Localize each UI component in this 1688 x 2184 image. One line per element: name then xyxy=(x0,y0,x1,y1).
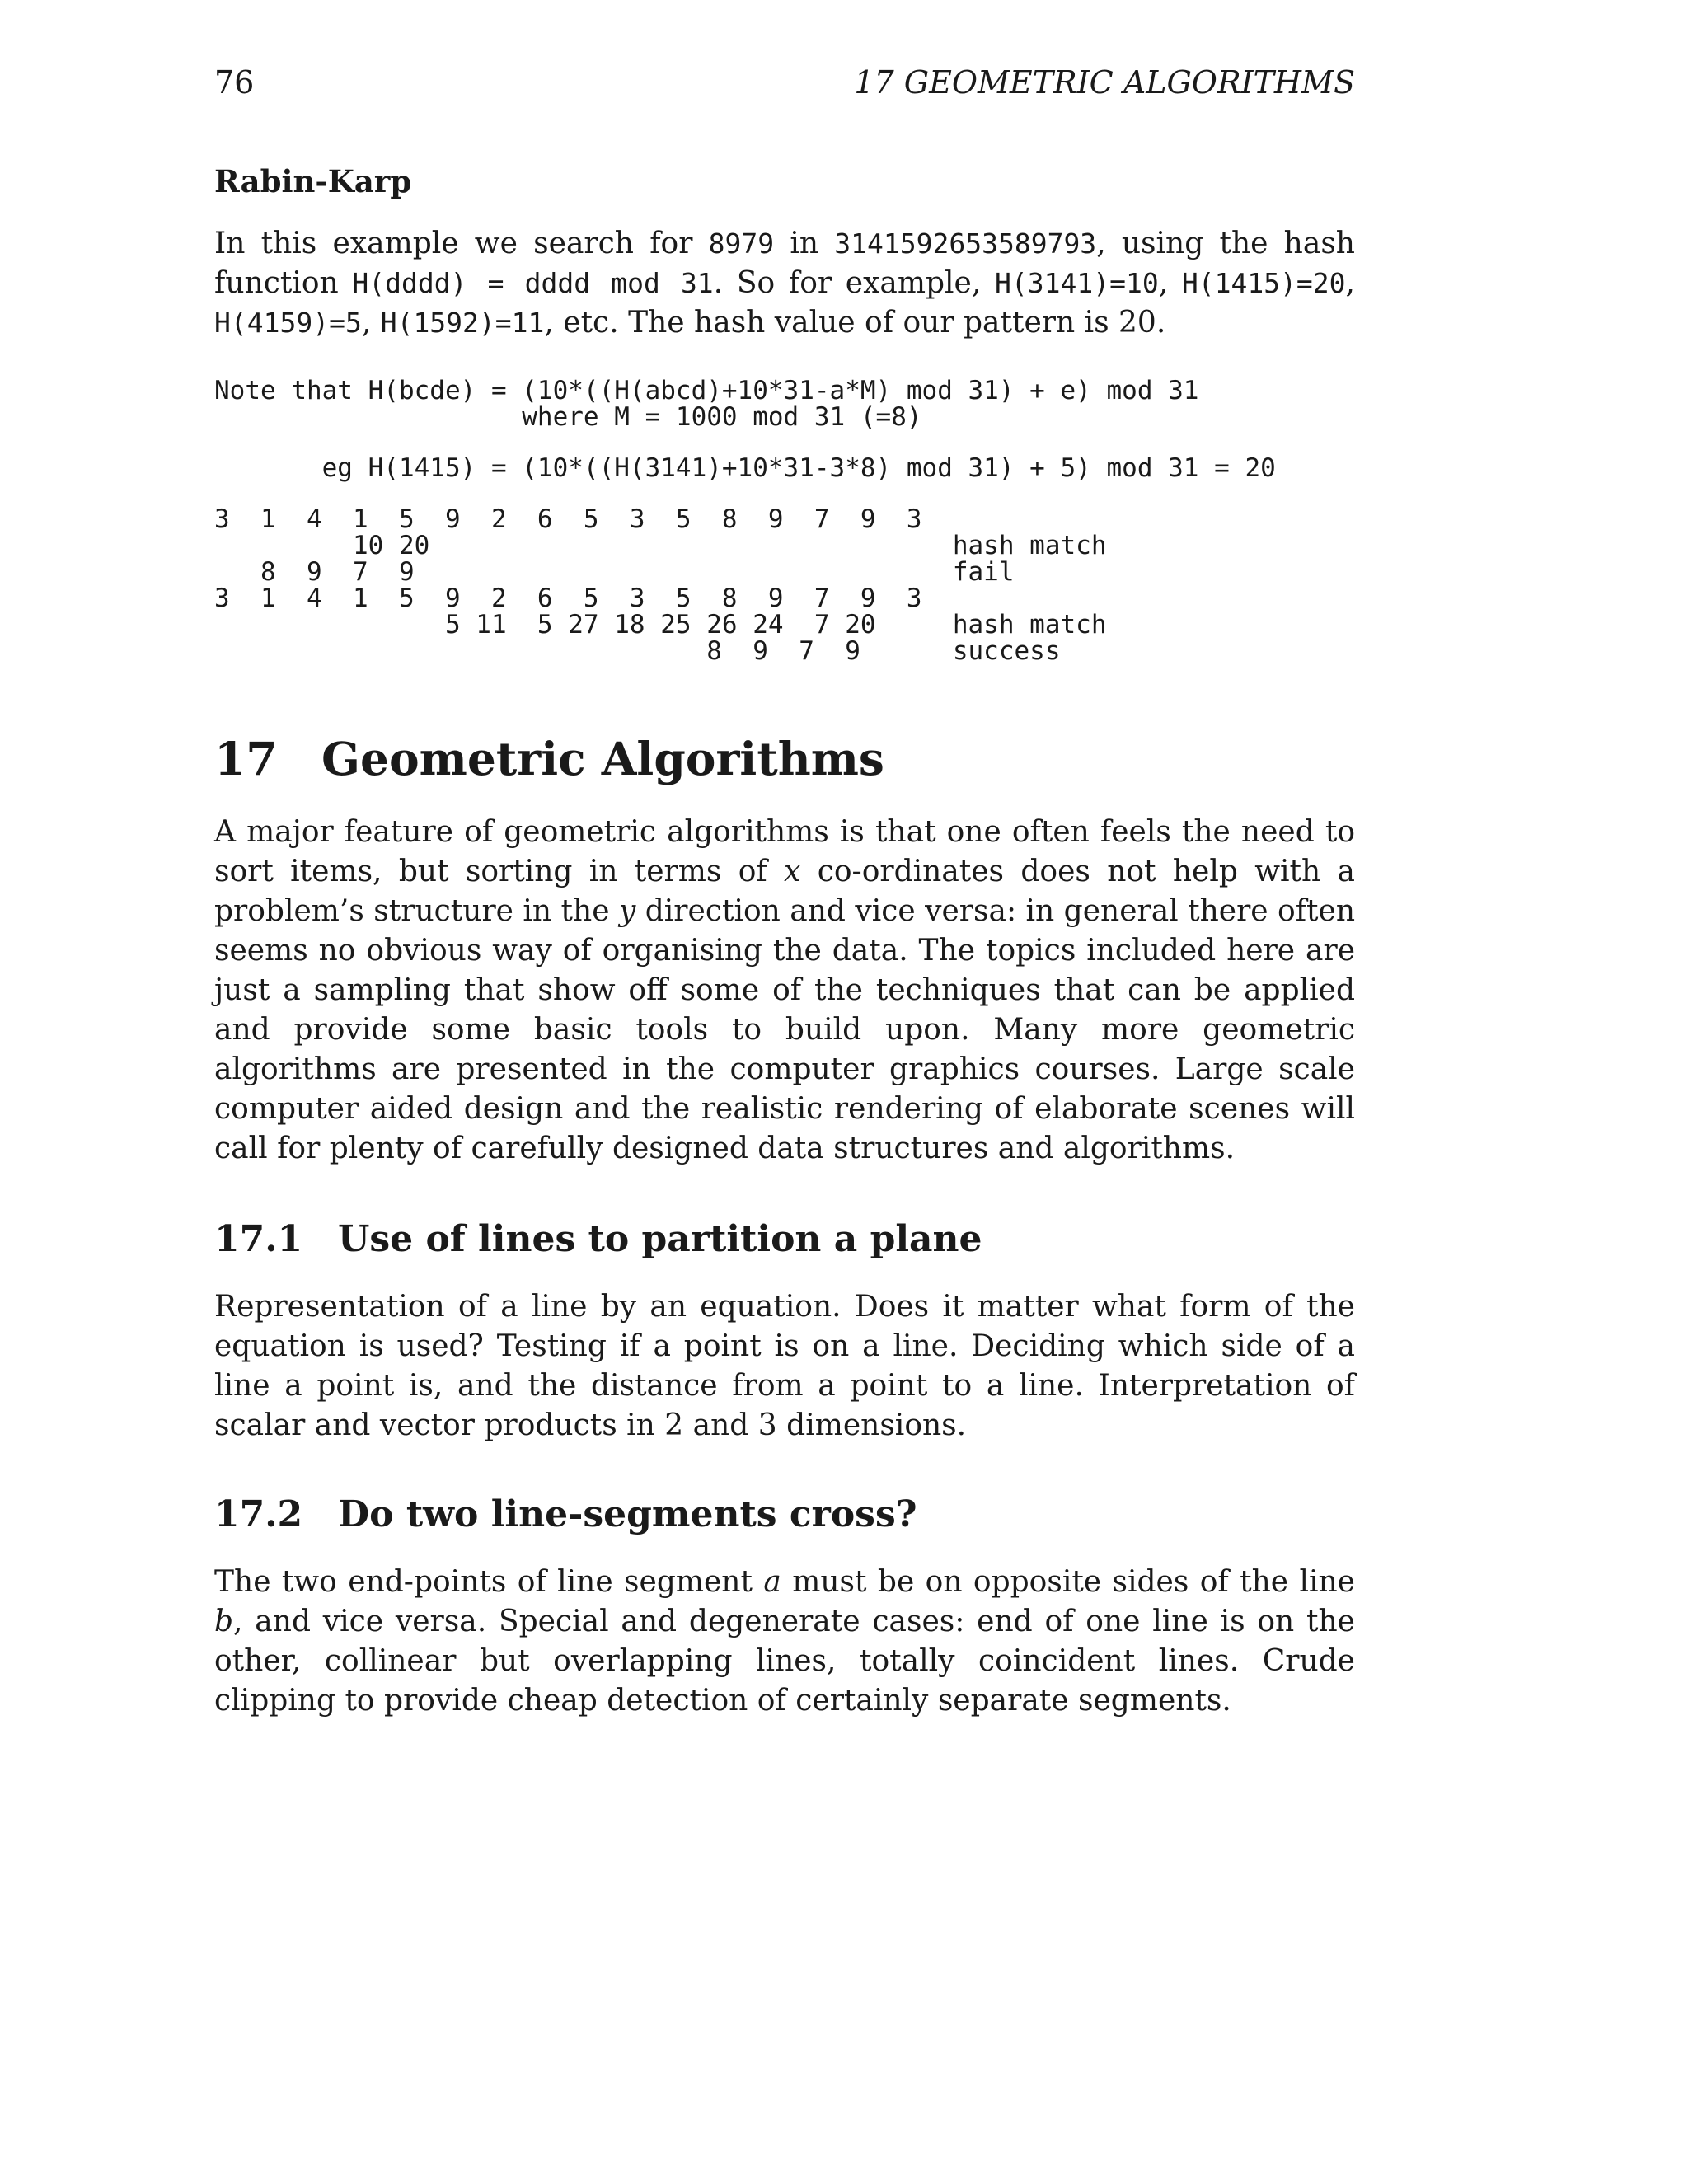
hash-example-code: H(1415)=20 xyxy=(1181,267,1346,299)
geometric-algorithms-paragraph xyxy=(214,813,1355,1169)
math-variable: x xyxy=(784,855,801,888)
segments-cross-paragraph xyxy=(214,1563,1355,1721)
text-run: , xyxy=(1158,266,1182,300)
section-title: Geometric Algorithms xyxy=(321,732,884,785)
hash-function-code: H(dddd) = dddd mod 31 xyxy=(352,267,714,299)
search-trace: 3 1 4 1 5 9 2 6 5 3 5 8 9 7 9 3 10 20 hash match 8 9 7 9 fail 3 1 4 1 5 9 2 6 5 3 5 8 9 7 9 3 5 11 5 27 18 25 26 24 7 20 hash match 8 9 7 9 success xyxy=(214,504,1107,666)
text-run: In this example we search for xyxy=(214,227,709,260)
math-variable: a xyxy=(763,1565,781,1599)
math-variable: b xyxy=(214,1605,234,1638)
text-run: in xyxy=(774,227,835,260)
rabin-karp-intro-paragraph xyxy=(214,224,1355,343)
rolling-hash-example: eg H(1415) = (10*((H(3141)+10*31-3*8) mod 31) + 5) mod 31 = 20 xyxy=(214,453,1276,483)
section-number: 17 xyxy=(214,732,278,785)
text-run: , etc. The hash value of our pattern is 20. xyxy=(544,306,1166,340)
rabin-karp-heading: Rabin-Karp xyxy=(214,163,412,199)
subsection-heading xyxy=(214,1493,917,1535)
subsection-number: 17.2 xyxy=(214,1493,303,1535)
hash-example-code: H(1592)=11 xyxy=(380,307,545,339)
hash-example-code: H(4159)=5 xyxy=(214,307,362,339)
text-run: , xyxy=(1345,266,1355,300)
running-title: 17 GEOMETRIC ALGORITHMS xyxy=(854,64,1355,101)
page-number: 76 xyxy=(214,64,255,101)
lines-partition-paragraph: Representation of a line by an equation. Does it matter what form of the equation is used? Testing if a point is on a line. Deciding which side of a line a point is, and the distance from a point to a line. Interpretation of scalar and vector products in 2 and 3 dimensions. xyxy=(214,1290,1355,1442)
text-run: direction and vice versa: in general there often seems no obvious way of organising the data. The topics included here are just a sampling that show off some of the techniques that can be applied and provide some basic tools to build upon. Many more geometric algorithms are presented in the computer graphics courses. Large scale computer aided design and the realistic rendering of elaborate scenes will call for plenty of carefully designed data structures and algorithms. xyxy=(214,894,1355,1165)
section-heading xyxy=(214,732,884,785)
text-run: , and vice versa. Special and degenerate cases: end of one line is on the other, collinear but overlapping lines, totally coincident lines. Crude clipping to provide cheap detection of certainly separate segments. xyxy=(214,1605,1355,1718)
text-run: must be on opposite sides of the line xyxy=(781,1565,1355,1599)
text-run: The two end-points of line segment xyxy=(214,1565,764,1599)
pattern-code: 8979 xyxy=(708,227,775,260)
running-header xyxy=(214,64,1355,105)
text-run: . So for example, xyxy=(713,266,996,300)
hash-example-code: H(3141)=10 xyxy=(995,267,1159,299)
text-code: 3141592653589793 xyxy=(834,227,1097,260)
math-variable: y xyxy=(618,894,636,928)
text-run: , xyxy=(361,306,381,340)
text-run: , using the hash function xyxy=(214,227,1355,300)
subsection-title: Do two line-segments cross? xyxy=(338,1493,917,1535)
subsection-number: 17.1 xyxy=(214,1218,303,1260)
subsection-heading xyxy=(214,1218,982,1260)
rolling-hash-note: Note that H(bcde) = (10*((H(abcd)+10*31-a*M) mod 31) + e) mod 31 where M = 1000 mod 31 (=8) xyxy=(214,376,1199,432)
text-run: co-ordinates does not help with a problem’s structure in the xyxy=(214,855,1356,928)
subsection-title: Use of lines to partition a plane xyxy=(338,1218,982,1260)
text-run: A major feature of geometric algorithms is that one often feels the need to sort items, but sorting in terms of xyxy=(214,815,1355,888)
